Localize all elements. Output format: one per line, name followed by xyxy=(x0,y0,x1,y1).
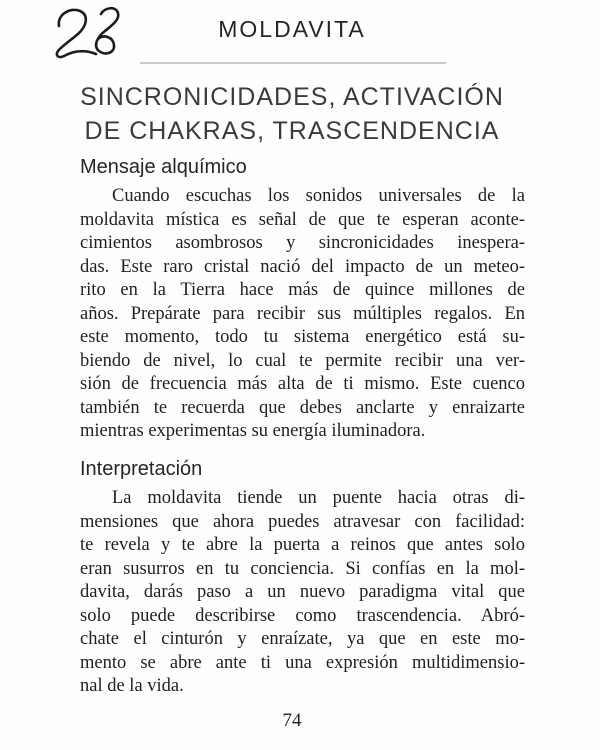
body-line: biendo de nivel, lo cual te permite recibir una ver- xyxy=(80,350,525,371)
title-divider xyxy=(140,62,446,64)
body-line: solo puede describirse como trascendencia. Abró- xyxy=(80,605,525,626)
body-line: chate el cinturón y enraízate, ya que en este mo- xyxy=(80,629,525,649)
body-line: años. Prepárate para recibir sus múltiples regalos. En xyxy=(80,303,525,324)
body-line: das. Este raro cristal nació del impacto de un meteo- xyxy=(80,256,525,277)
paragraph-interpretacion xyxy=(80,487,525,699)
paragraph-mensaje-alquimico xyxy=(80,185,525,444)
body-line: te revela y te abre la puerta a reinos que antes solo xyxy=(80,535,525,555)
body-line: rito en la Tierra hace más de quince millones de xyxy=(80,280,525,300)
subtitle-line: DE CHAKRAS, TRASCENDENCIA xyxy=(84,117,500,145)
body-line: Cuando escuchas los sonidos universales de la xyxy=(112,186,525,206)
body-line: este momento, todo tu sistema energético está su- xyxy=(80,327,525,347)
body-line: moldavita mística es señal de que te esperan aconte- xyxy=(80,209,525,230)
subtitle-line: SINCRONICIDADES, ACTIVACIÓN xyxy=(80,83,504,111)
body-line: davita, darás paso a un nuevo paradigma vital que xyxy=(80,582,525,602)
body-line: mientras experimentas su energía iluminadora. xyxy=(80,421,426,441)
body-line: eran susurros en tu conciencia. Si confías en la mol- xyxy=(80,558,525,579)
page-subtitle xyxy=(0,80,584,148)
body-line: cimientos asombrosos y sincronicidades inespera- xyxy=(80,233,525,253)
section-heading-interpretacion: Interpretación xyxy=(80,458,203,480)
body-line: sión de frecuencia más alta de ti mismo. Este cuenco xyxy=(80,374,525,394)
body-line: mento se abre ante ti una expresión multidimensio- xyxy=(80,652,525,673)
body-line: La moldavita tiende un puente hacia otras di- xyxy=(112,488,525,508)
section-heading-mensaje-alquimico: Mensaje alquímico xyxy=(80,156,247,178)
body-line: también te recuerda que debes anclarte y enraizarte xyxy=(80,397,525,418)
body-line: mensiones que ahora puedes atravesar con facilidad: xyxy=(80,511,525,532)
page-number: 74 xyxy=(282,710,302,731)
body-line: nal de la vida. xyxy=(80,676,184,696)
page-title: MOLDAVITA xyxy=(218,16,366,42)
